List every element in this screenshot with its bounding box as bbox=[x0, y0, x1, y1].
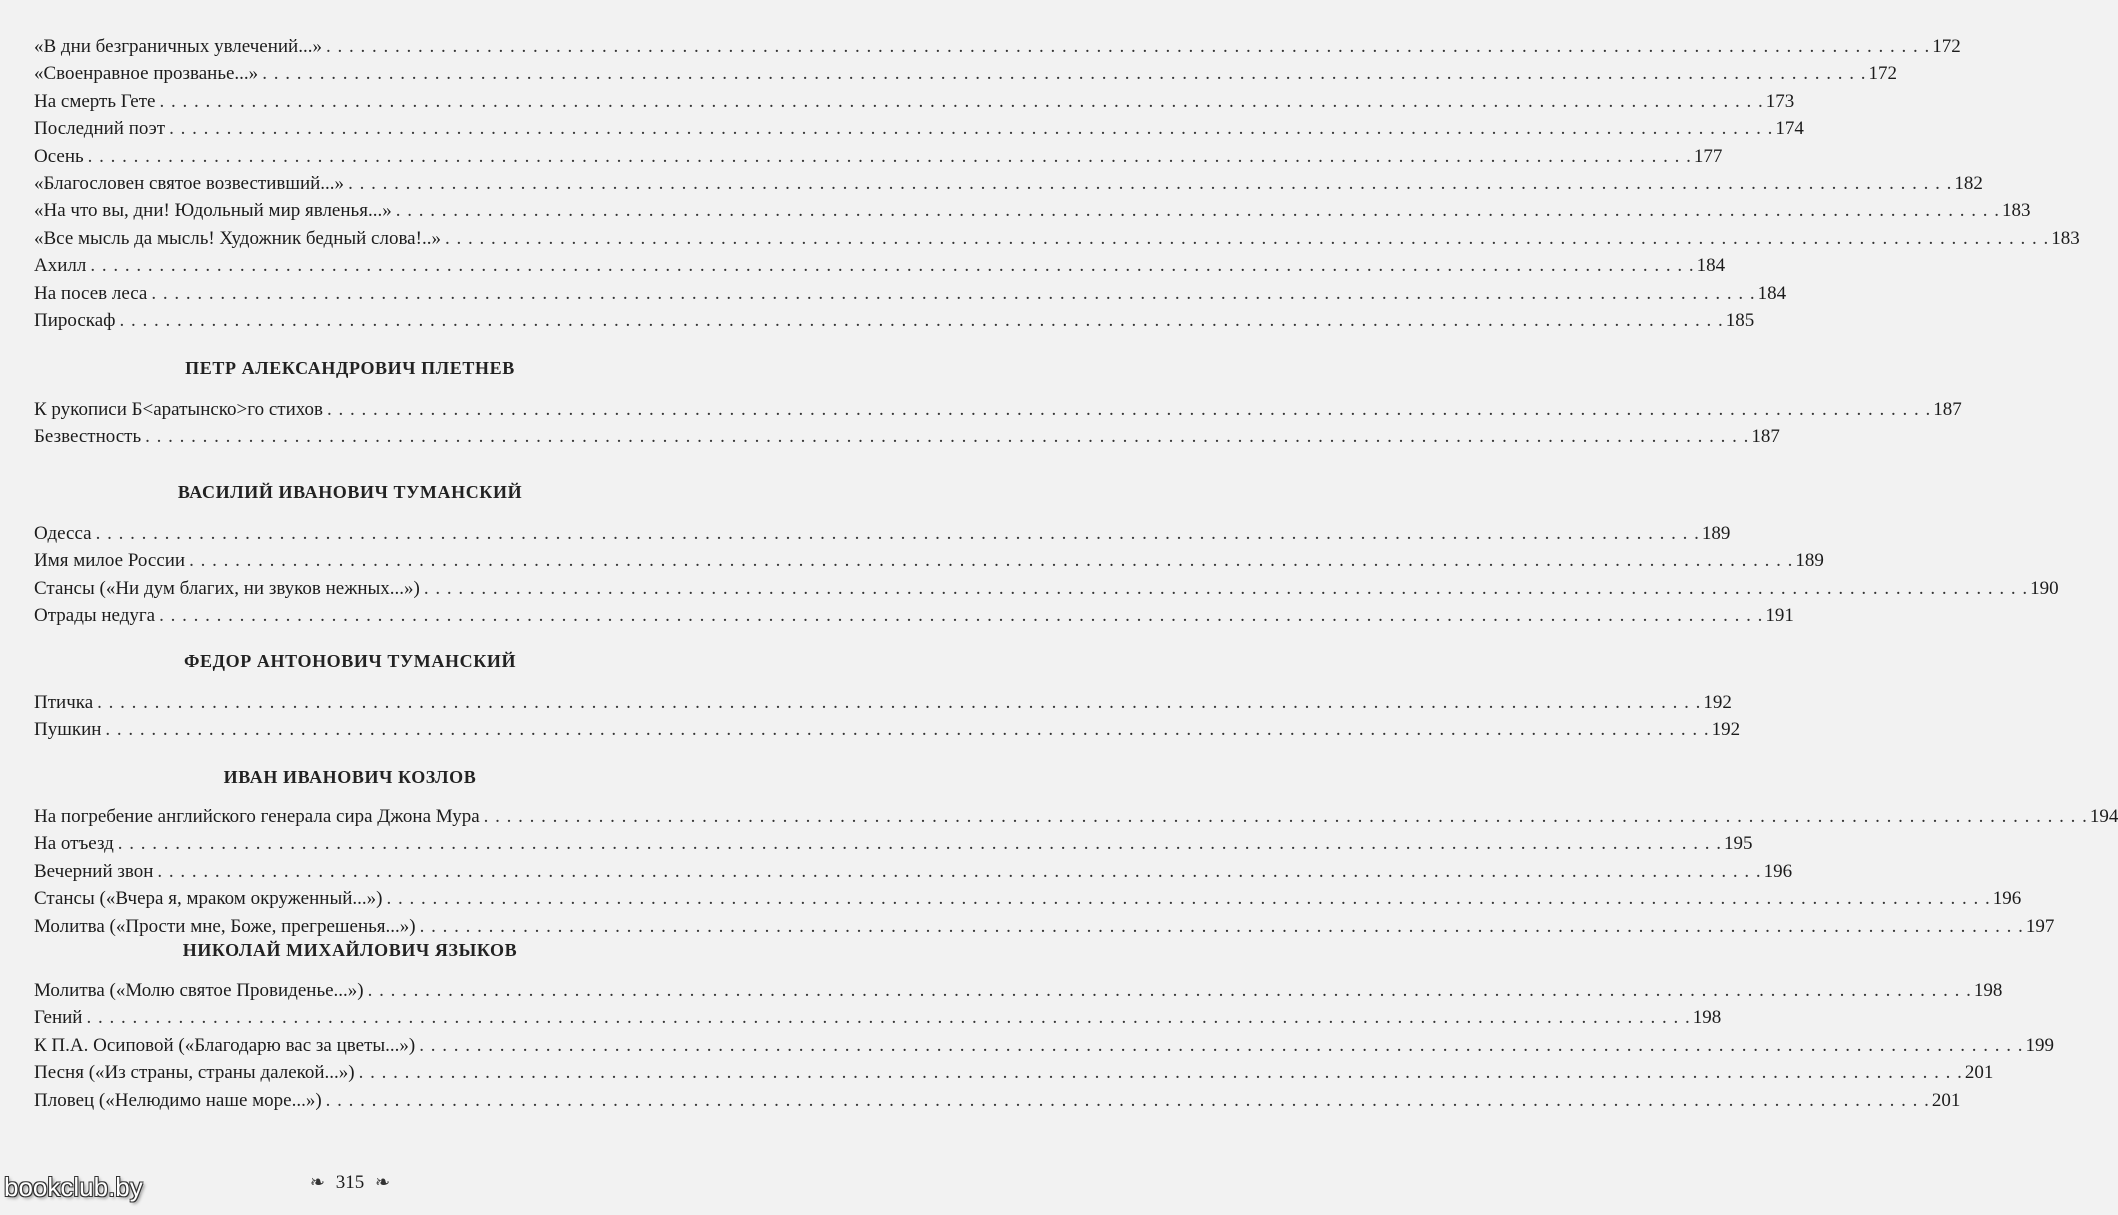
dot-leader bbox=[327, 396, 1931, 423]
toc-entry bbox=[34, 88, 1795, 115]
dot-leader bbox=[169, 115, 1773, 142]
toc-entry-page: 183 bbox=[2001, 200, 2031, 222]
author-heading: НИКОЛАЙ МИХАЙЛОВИЧ ЯЗЫКОВ bbox=[182, 940, 518, 960]
toc-entry-page: 196 bbox=[1992, 888, 2022, 910]
toc-entry-page: 196 bbox=[1763, 860, 1793, 882]
toc-entry-page: 198 bbox=[1692, 1007, 1722, 1029]
toc-entry-page: 201 bbox=[1964, 1062, 1994, 1084]
toc-entry bbox=[34, 423, 1780, 450]
dot-leader bbox=[88, 143, 1692, 170]
dot-leader bbox=[189, 547, 1793, 574]
dot-leader bbox=[326, 1087, 1930, 1114]
toc-entry-page: 185 bbox=[1725, 309, 1755, 331]
toc-section-3 bbox=[34, 689, 1741, 744]
toc-entry-page: 197 bbox=[2025, 915, 2055, 937]
toc-entry-title: Птичка bbox=[34, 692, 94, 713]
toc-entry bbox=[34, 1004, 1722, 1031]
dot-leader bbox=[151, 280, 1755, 307]
toc-entry-title: «Все мысль да мысль! Художник бедный слова!..» bbox=[34, 227, 441, 249]
toc-entry bbox=[34, 830, 1753, 857]
author-heading: ПЕТР АЛЕКСАНДРОВИЧ ПЛЕТНЕВ bbox=[185, 358, 515, 378]
toc-entry-title: Гений bbox=[34, 1007, 83, 1029]
toc-entry bbox=[34, 547, 1824, 574]
toc-section-2 bbox=[34, 520, 2059, 630]
toc-entry bbox=[34, 575, 2059, 602]
toc-entry-page: 177 bbox=[1693, 145, 1723, 167]
dot-leader bbox=[262, 60, 1866, 87]
toc-entry bbox=[34, 396, 1962, 423]
toc-entry-title: На отъезд bbox=[34, 833, 114, 855]
toc-entry-page: 172 bbox=[1868, 63, 1897, 85]
ornament-left-icon: ❧ bbox=[309, 1172, 325, 1192]
toc-entry-title: Стансы («Вчера я, мраком окруженный...») bbox=[34, 888, 383, 910]
dot-leader bbox=[445, 225, 2049, 252]
dot-leader bbox=[484, 803, 2088, 830]
toc-entry bbox=[34, 197, 2031, 224]
dot-leader bbox=[159, 88, 1763, 115]
toc-entry-page: 201 bbox=[1931, 1089, 1961, 1111]
toc-section-4 bbox=[34, 803, 2118, 940]
toc-entry bbox=[34, 1032, 2054, 1059]
toc-entry-title: На смерть Гете bbox=[34, 90, 156, 112]
toc-entry bbox=[34, 977, 2003, 1004]
toc-entry-title: «На что вы, дни! Юдольный мир явленья...» bbox=[34, 200, 392, 222]
dot-leader bbox=[97, 689, 1701, 716]
dot-leader bbox=[119, 307, 1723, 334]
page-number: 315 bbox=[335, 1172, 365, 1193]
toc-entry-title: «Своенравное прозванье...» bbox=[34, 63, 259, 85]
toc-entry-page: 192 bbox=[1711, 719, 1741, 741]
toc-entry-title: Пироскаф bbox=[34, 309, 116, 331]
toc-entry-page: 187 bbox=[1751, 426, 1780, 448]
toc-entry bbox=[34, 280, 1787, 307]
toc-entry-title: Безвестность bbox=[34, 426, 142, 448]
toc-entry-page: 192 bbox=[1703, 692, 1732, 713]
toc-entry-page: 173 bbox=[1765, 90, 1795, 112]
toc-entry bbox=[34, 689, 1732, 716]
dot-leader bbox=[359, 1059, 1963, 1086]
toc-entry bbox=[34, 225, 2080, 252]
toc-entry-page: 199 bbox=[2025, 1034, 2054, 1056]
toc-entry-page: 183 bbox=[2051, 227, 2080, 249]
toc-entry-page: 172 bbox=[1932, 36, 1961, 57]
dot-leader bbox=[424, 575, 2028, 602]
toc-entry-page: 184 bbox=[1696, 255, 1726, 277]
toc-entry-title: Ахилл bbox=[34, 255, 87, 277]
author-heading: ВАСИЛИЙ ИВАНОВИЧ ТУМАНСКИЙ bbox=[177, 482, 523, 502]
dot-leader bbox=[118, 830, 1722, 857]
toc-entry-page: 198 bbox=[1973, 980, 2003, 1001]
dot-leader bbox=[326, 33, 1930, 60]
dot-leader bbox=[396, 197, 2000, 224]
toc-entry-title: На посев леса bbox=[34, 282, 148, 304]
toc-entry-page: 194 bbox=[2089, 806, 2118, 827]
watermark-logo: bookclub.by bbox=[4, 1172, 143, 1202]
toc-entry-title: Молитва («Молю святое Провиденье...») bbox=[34, 980, 364, 1001]
dot-leader bbox=[86, 1004, 1690, 1031]
toc-entry bbox=[34, 913, 2055, 940]
dot-leader bbox=[419, 1032, 2023, 1059]
toc-entry bbox=[34, 307, 1755, 334]
toc-entry-page: 191 bbox=[1765, 605, 1794, 627]
toc-entry bbox=[34, 115, 1804, 142]
toc-entry-page: 187 bbox=[1933, 399, 1962, 420]
toc-entry-page: 189 bbox=[1701, 523, 1731, 544]
toc-section-1 bbox=[34, 396, 1962, 451]
toc-entry-title: Песня («Из страны, страны далекой...») bbox=[34, 1062, 355, 1084]
dot-leader bbox=[96, 520, 1700, 547]
dot-leader bbox=[348, 170, 1952, 197]
toc-entry-title: Стансы («Ни дум благих, ни звуков нежных...») bbox=[34, 577, 420, 599]
dot-leader bbox=[90, 252, 1694, 279]
toc-entry-page: 189 bbox=[1795, 550, 1824, 572]
dot-leader bbox=[420, 913, 2024, 940]
toc-section-0 bbox=[34, 33, 2080, 334]
toc-entry bbox=[34, 170, 1983, 197]
toc-entry-title: Одесса bbox=[34, 523, 92, 544]
ornament-right-icon: ❧ bbox=[375, 1172, 391, 1192]
toc-entry bbox=[34, 252, 1726, 279]
toc-entry-title: Осень bbox=[34, 145, 84, 167]
toc-entry bbox=[34, 803, 2118, 830]
toc-entry-title: Имя милое России bbox=[34, 550, 186, 572]
toc-entry bbox=[34, 885, 2022, 912]
toc-entry-title: Пловец («Нелюдимо наше море...») bbox=[34, 1089, 322, 1111]
toc-entry-title: На погребение английского генерала сира Джона Мура bbox=[34, 806, 480, 827]
toc-entry bbox=[34, 858, 1793, 885]
author-heading: ФЕДОР АНТОНОВИЧ ТУМАНСКИЙ bbox=[183, 651, 517, 671]
toc-entry bbox=[34, 1059, 1994, 1086]
toc-entry bbox=[34, 602, 1794, 629]
toc-entry-title: Вечерний звон bbox=[34, 860, 154, 882]
dot-leader bbox=[145, 423, 1749, 450]
toc-entry-title: К рукописи Б<аратынско>го стихов bbox=[34, 399, 323, 420]
dot-leader bbox=[157, 858, 1761, 885]
dot-leader bbox=[386, 885, 1990, 912]
toc-entry-title: Отрады недуга bbox=[34, 605, 156, 627]
toc-section-5 bbox=[34, 977, 2054, 1114]
toc-entry-page: 184 bbox=[1757, 282, 1787, 304]
toc-entry bbox=[34, 60, 1897, 87]
author-heading: ИВАН ИВАНОВИЧ КОЗЛОВ bbox=[223, 767, 477, 787]
toc-entry-title: «Благословен святое возвестивший...» bbox=[34, 172, 345, 194]
dot-leader bbox=[368, 977, 1972, 1004]
dot-leader bbox=[105, 716, 1709, 743]
toc-entry-page: 174 bbox=[1775, 118, 1804, 140]
toc-entry-page: 190 bbox=[2030, 577, 2059, 599]
toc-entry-title: Пушкин bbox=[34, 719, 102, 741]
toc-entry bbox=[34, 1087, 1961, 1114]
toc-entry-title: Молитва («Прости мне, Боже, прегрешенья...») bbox=[34, 915, 416, 937]
toc-entry-title: Последний поэт bbox=[34, 118, 166, 140]
toc-entry-page: 182 bbox=[1954, 172, 1983, 194]
dot-leader bbox=[159, 602, 1763, 629]
toc-entry bbox=[34, 33, 1961, 60]
toc-entry bbox=[34, 716, 1741, 743]
toc-entry bbox=[34, 520, 1731, 547]
toc-entry-page: 195 bbox=[1724, 833, 1753, 855]
toc-entry bbox=[34, 143, 1723, 170]
toc-entry-title: «В дни безграничных увлечений...» bbox=[34, 36, 322, 57]
toc-entry-title: К П.А. Осиповой («Благодарю вас за цветы...») bbox=[34, 1034, 416, 1056]
